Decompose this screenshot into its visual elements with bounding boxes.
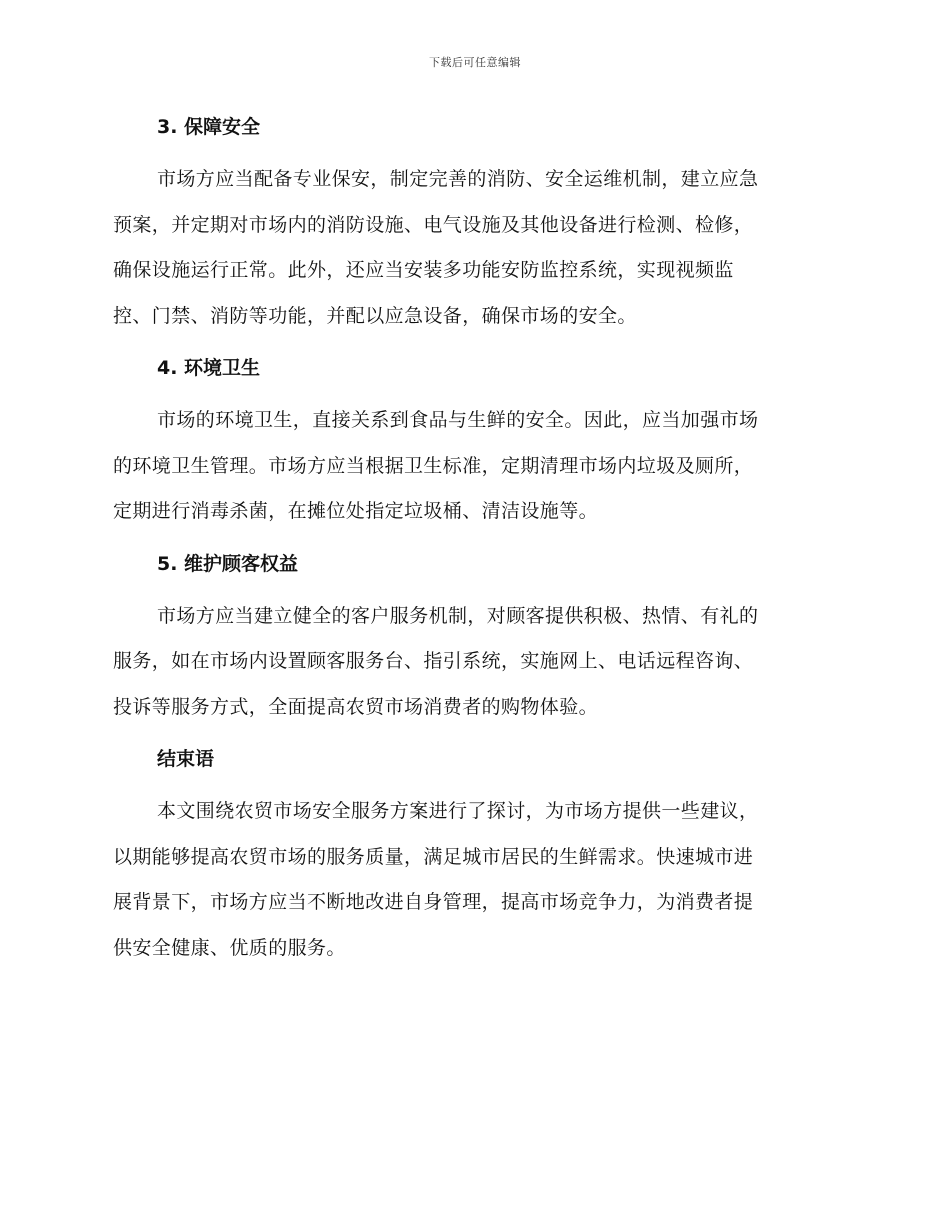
section-paragraph-3 xyxy=(113,157,833,339)
section-paragraph-5 xyxy=(113,594,833,731)
paragraph-line: 市场的环境卫生，直接关系到食品与生鲜的安全。因此，应当加强市场 xyxy=(157,409,759,431)
paragraph-line: 以期能够提高农贸市场的服务质量，满足城市居民的生鲜需求。快速城市进 xyxy=(113,845,754,868)
paragraph-line: 的环境卫生管理。市场方应当根据卫生标准，定期清理市场内垃圾及厕所， xyxy=(113,454,754,477)
section-heading-3: 3. 保障安全 xyxy=(157,116,261,138)
paragraph-line: 本文围绕农贸市场安全服务方案进行了探讨，为市场方提供一些建议， xyxy=(157,800,759,822)
paragraph-line: 服务，如在市场内设置顾客服务台、指引系统，实施网上、电话远程咨询、 xyxy=(113,650,754,672)
paragraph-line: 市场方应当配备专业保安，制定完善的消防、安全运维机制，建立应急 xyxy=(157,168,759,190)
paragraph-line: 展背景下，市场方应当不断地改进自身管理，提高市场竞争力，为消费者提 xyxy=(113,891,754,913)
section-heading-5: 5. 维护顾客权益 xyxy=(157,552,299,575)
paragraph-line: 控、门禁、消防等功能，并配以应急设备，确保市场的安全。 xyxy=(113,304,637,327)
paragraph-line: 定期进行消毒杀菌，在摊位处指定垃圾桶、清洁设施等。 xyxy=(113,500,599,522)
paragraph-line: 供安全健康、优质的服务。 xyxy=(113,936,346,959)
section-heading-4: 4. 环境卫生 xyxy=(157,357,261,379)
paragraph-line: 市场方应当建立健全的客户服务机制，对顾客提供积极、热情、有礼的 xyxy=(157,604,759,627)
paragraph-line: 投诉等服务方式，全面提高农贸市场消费者的购物体验。 xyxy=(113,695,599,718)
header-note: 下载后可任意编辑 xyxy=(429,56,521,69)
section-paragraph-conclusion xyxy=(113,789,833,971)
paragraph-line: 确保设施运行正常。此外，还应当安装多功能安防监控系统，实现视频监 xyxy=(113,259,734,281)
section-heading-conclusion: 结束语 xyxy=(157,748,215,770)
paragraph-line: 预案，并定期对市场内的消防设施、电气设施及其他设备进行检测、检修， xyxy=(113,213,754,236)
document-body xyxy=(113,112,833,971)
section-paragraph-4 xyxy=(113,398,833,535)
